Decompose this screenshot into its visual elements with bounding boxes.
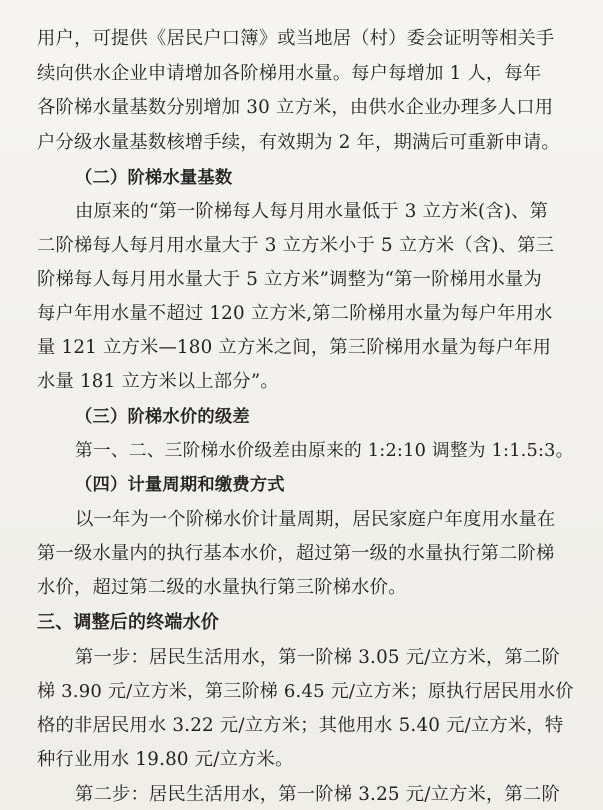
paragraph-line: 由原来的“第一阶梯每人每月用水量低于 3 立方米(含)、第 [75,201,549,222]
paragraph-line: 用户，可提供《居民户口簿》或当地居（村）委会证明等相关手 [37,28,555,49]
paragraph-line: 格的非居民用水 3.22 元/立方米；其他用水 5.40 元/立方米，特 [37,715,564,736]
subsection-heading: （四）计量周期和缴费方式 [75,475,285,495]
paragraph-line: 种行业用水 19.80 元/立方米。 [37,749,294,770]
subsection-heading: （二）阶梯水量基数 [75,168,233,188]
paragraph-line: 第一、二、三阶梯水价级差由原来的 1:2:10 调整为 1:1.5:3。 [75,441,574,461]
paragraph-line: 二阶梯每人每月用水量大于 3 立方米小于 5 立方米（含)、第三 [37,235,555,256]
paragraph-line: 户分级水量基数核增手续，有效期为 2 年，期满后可重新申请。 [37,132,560,153]
paragraph-line: 阶梯每人每月用水量大于 5 立方米”调整为“第一阶梯用水量为 [37,269,542,290]
paragraph-line: 各阶梯水量基数分别增加 30 立方米，由供水企业办理多人口用 [37,97,554,118]
paragraph-line: 续向供水企业申请增加各阶梯用水量。每户每增加 1 人，每年 [37,63,542,84]
paragraph-line: 第一步：居民生活用水，第一阶梯 3.05 元/立方米，第二阶 [75,647,560,668]
paragraph-line: 每户年用水量不超过 120 立方米,第二阶梯用水量为每户年用水 [37,303,553,324]
paragraph-line: 水价，超过第二级的水量执行第三阶梯水价。 [37,577,407,598]
paragraph-line: 第一级水量内的执行基本水价，超过第一级的水量执行第二阶梯 [37,543,555,564]
paragraph-line: 量 121 立方米—180 立方米之间，第三阶梯用水量为每户年用 [37,337,552,358]
subsection-heading: （三）阶梯水价的级差 [75,407,250,427]
section-heading: 三、调整后的终端水价 [37,612,219,633]
paragraph-line: 水量 181 立方米以上部分”。 [37,371,279,392]
paragraph-line: 以一年为一个阶梯水价计量周期，居民家庭户年度用水量在 [75,509,556,530]
paragraph-line: 梯 3.90 元/立方米，第三阶梯 6.45 元/立方米；原执行居民用水价 [37,681,574,702]
paragraph-line: 第二步：居民生活用水，第一阶梯 3.25 元/立方米，第二阶 [75,784,560,805]
